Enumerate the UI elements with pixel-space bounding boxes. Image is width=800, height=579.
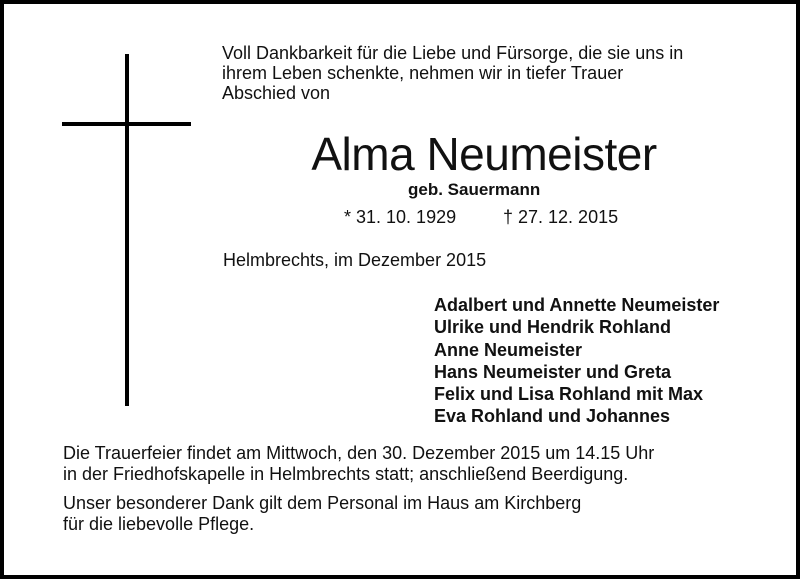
- thanks-line-1: Unser besonderer Dank gilt dem Personal im Haus am Kirchberg: [63, 493, 582, 513]
- family-member: Eva Rohland und Johannes: [434, 406, 671, 427]
- intro-line-2: ihrem Leben schenkte, nehmen wir in tiefer Trauer: [222, 63, 624, 83]
- funeral-info: [63, 443, 654, 485]
- thanks-line-2: für die liebevolle Pflege.: [63, 514, 255, 534]
- family-member: Ulrike und Hendrik Rohland: [434, 317, 672, 338]
- family-member: Felix und Lisa Rohland mit Max: [434, 384, 704, 405]
- cross-vertical-bar: [125, 54, 129, 406]
- family-member: Adalbert und Annette Neumeister: [434, 295, 720, 315]
- family-list: [434, 294, 719, 428]
- family-member: Anne Neumeister: [434, 339, 583, 360]
- funeral-line-2: in der Friedhofskapelle in Helmbrechts statt; anschließend Beerdigung.: [63, 464, 629, 484]
- thanks-text: [63, 493, 581, 535]
- cross-horizontal-bar: [62, 122, 191, 126]
- funeral-line-1: Die Trauerfeier findet am Mittwoch, den 30. Dezember 2015 um 14.15 Uhr: [63, 443, 655, 463]
- intro-line-1: Voll Dankbarkeit für die Liebe und Fürsorge, die sie uns in: [222, 43, 684, 63]
- intro-line-3: Abschied von: [222, 83, 331, 103]
- birth-date: * 31. 10. 1929: [344, 207, 457, 227]
- place-date: Helmbrechts, im Dezember 2015: [223, 250, 487, 270]
- deceased-name: Alma Neumeister: [311, 128, 657, 180]
- intro-text: [222, 43, 683, 103]
- family-member: Hans Neumeister und Greta: [434, 361, 672, 382]
- deceased-name-row: [4, 128, 800, 180]
- maiden-name: geb. Sauermann: [408, 180, 541, 199]
- death-date: † 27. 12. 2015: [503, 207, 619, 227]
